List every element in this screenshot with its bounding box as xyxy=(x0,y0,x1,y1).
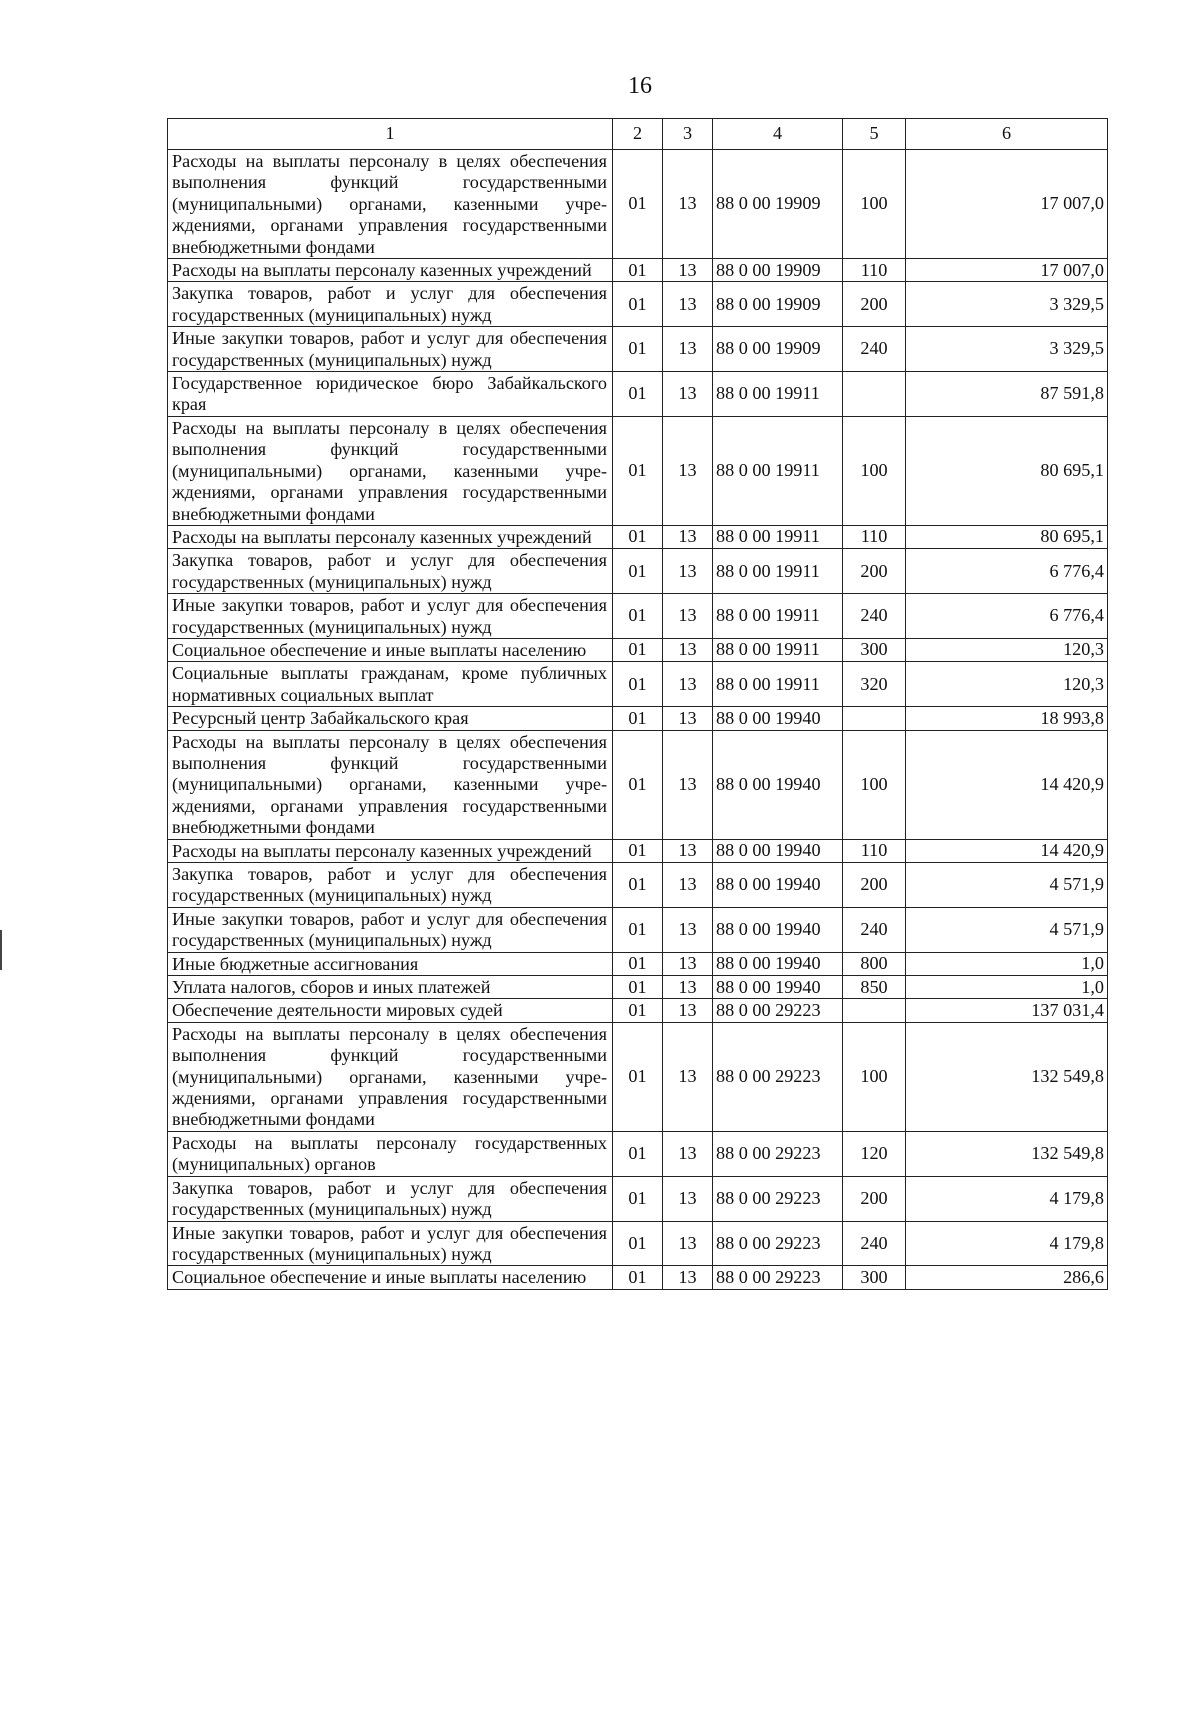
row-subsection: 13 xyxy=(663,549,713,594)
table-row xyxy=(168,525,1108,548)
row-expense-type: 110 xyxy=(843,259,906,282)
row-name: Закупка товаров, работ и услуг для обеспечения государственных (муниципальных) нужд xyxy=(168,282,613,327)
table-row xyxy=(168,594,1108,639)
row-subsection: 13 xyxy=(663,952,713,975)
row-subsection: 13 xyxy=(663,976,713,999)
row-target-article: 88 0 00 29223 xyxy=(713,999,843,1022)
row-amount: 17 007,0 xyxy=(906,259,1108,282)
row-expense-type: 110 xyxy=(843,839,906,862)
header-col-4: 4 xyxy=(713,119,843,150)
row-section: 01 xyxy=(613,707,663,730)
row-subsection: 13 xyxy=(663,1022,713,1131)
row-subsection: 13 xyxy=(663,999,713,1022)
row-name: Уплата налогов, сборов и иных платежей xyxy=(168,976,613,999)
header-col-3: 3 xyxy=(663,119,713,150)
row-name: Закупка товаров, работ и услуг для обеспечения государственных (муниципальных) нужд xyxy=(168,863,613,908)
table-row xyxy=(168,549,1108,594)
row-expense-type: 100 xyxy=(843,730,906,839)
row-target-article: 88 0 00 19909 xyxy=(713,259,843,282)
row-name: Иные закупки товаров, работ и услуг для обеспечения государственных (муниципальных) нужд xyxy=(168,907,613,952)
row-name: Иные бюджетные ассигнования xyxy=(168,952,613,975)
row-expense-type: 240 xyxy=(843,1221,906,1266)
row-amount: 4 571,9 xyxy=(906,907,1108,952)
table-body xyxy=(168,150,1108,1290)
row-amount: 132 549,8 xyxy=(906,1131,1108,1176)
row-section: 01 xyxy=(613,525,663,548)
table-row xyxy=(168,372,1108,417)
row-expense-type xyxy=(843,999,906,1022)
row-amount: 1,0 xyxy=(906,976,1108,999)
row-target-article: 88 0 00 19940 xyxy=(713,976,843,999)
row-amount: 80 695,1 xyxy=(906,525,1108,548)
header-col-1: 1 xyxy=(168,119,613,150)
header-col-5: 5 xyxy=(843,119,906,150)
row-amount: 87 591,8 xyxy=(906,372,1108,417)
row-name: Обеспечение деятельности мировых судей xyxy=(168,999,613,1022)
row-section: 01 xyxy=(613,1266,663,1289)
row-subsection: 13 xyxy=(663,863,713,908)
row-target-article: 88 0 00 19911 xyxy=(713,549,843,594)
row-expense-type: 110 xyxy=(843,525,906,548)
row-name: Иные закупки товаров, работ и услуг для обеспечения государственных (муниципальных) нужд xyxy=(168,1221,613,1266)
row-section: 01 xyxy=(613,662,663,707)
row-target-article: 88 0 00 29223 xyxy=(713,1221,843,1266)
row-subsection: 13 xyxy=(663,707,713,730)
row-amount: 18 993,8 xyxy=(906,707,1108,730)
row-expense-type: 200 xyxy=(843,549,906,594)
row-name: Социальное обеспечение и иные выплаты населению xyxy=(168,638,613,661)
row-section: 01 xyxy=(613,952,663,975)
table-row xyxy=(168,150,1108,259)
row-expense-type: 120 xyxy=(843,1131,906,1176)
row-name: Расходы на выплаты персоналу государственных (муниципальных) органов xyxy=(168,1131,613,1176)
row-subsection: 13 xyxy=(663,150,713,259)
row-section: 01 xyxy=(613,976,663,999)
row-amount: 4 179,8 xyxy=(906,1221,1108,1266)
row-section: 01 xyxy=(613,327,663,372)
row-section: 01 xyxy=(613,907,663,952)
row-expense-type: 100 xyxy=(843,150,906,259)
row-name: Иные закупки товаров, работ и услуг для обеспечения государственных (муниципальных) нужд xyxy=(168,327,613,372)
table-row xyxy=(168,839,1108,862)
row-name: Социальное обеспечение и иные выплаты населению xyxy=(168,1266,613,1289)
row-subsection: 13 xyxy=(663,372,713,417)
row-amount: 286,6 xyxy=(906,1266,1108,1289)
row-amount: 1,0 xyxy=(906,952,1108,975)
row-subsection: 13 xyxy=(663,594,713,639)
row-expense-type: 240 xyxy=(843,594,906,639)
row-amount: 6 776,4 xyxy=(906,594,1108,639)
row-section: 01 xyxy=(613,863,663,908)
row-name: Расходы на выплаты персоналу в целях обеспечения выполнения функций государственными (муниципальными) органами, казенными учреждениями, органами управления государственными внебюджетными фондами xyxy=(168,730,613,839)
header-row xyxy=(168,119,1108,150)
row-target-article: 88 0 00 19911 xyxy=(713,525,843,548)
row-subsection: 13 xyxy=(663,1131,713,1176)
row-section: 01 xyxy=(613,999,663,1022)
row-target-article: 88 0 00 29223 xyxy=(713,1266,843,1289)
row-expense-type: 240 xyxy=(843,327,906,372)
row-target-article: 88 0 00 19909 xyxy=(713,150,843,259)
row-subsection: 13 xyxy=(663,525,713,548)
row-section: 01 xyxy=(613,150,663,259)
row-target-article: 88 0 00 19940 xyxy=(713,863,843,908)
row-expense-type: 200 xyxy=(843,1176,906,1221)
row-name: Иные закупки товаров, работ и услуг для обеспечения государственных (муниципальных) нужд xyxy=(168,594,613,639)
row-amount: 137 031,4 xyxy=(906,999,1108,1022)
scan-edge-mark xyxy=(0,930,2,970)
row-expense-type xyxy=(843,372,906,417)
row-subsection: 13 xyxy=(663,730,713,839)
header-col-2: 2 xyxy=(613,119,663,150)
row-subsection: 13 xyxy=(663,662,713,707)
row-amount: 14 420,9 xyxy=(906,839,1108,862)
row-expense-type: 320 xyxy=(843,662,906,707)
row-expense-type: 300 xyxy=(843,1266,906,1289)
row-amount: 120,3 xyxy=(906,638,1108,661)
table-row xyxy=(168,638,1108,661)
row-name: Ресурсный центр Забайкальского края xyxy=(168,707,613,730)
row-section: 01 xyxy=(613,839,663,862)
row-name: Закупка товаров, работ и услуг для обеспечения государственных (муниципальных) нужд xyxy=(168,549,613,594)
row-section: 01 xyxy=(613,416,663,525)
row-expense-type: 200 xyxy=(843,863,906,908)
row-name: Расходы на выплаты персоналу казенных учреждений xyxy=(168,525,613,548)
table-row xyxy=(168,1022,1108,1131)
row-name: Расходы на выплаты персоналу в целях обеспечения выполнения функций государственными (муниципальными) органами, казенными учреждениями, органами управления государственными внебюджетными фондами xyxy=(168,1022,613,1131)
row-target-article: 88 0 00 19940 xyxy=(713,839,843,862)
row-target-article: 88 0 00 19940 xyxy=(713,907,843,952)
table-row xyxy=(168,259,1108,282)
row-amount: 3 329,5 xyxy=(906,327,1108,372)
table-row xyxy=(168,863,1108,908)
row-amount: 14 420,9 xyxy=(906,730,1108,839)
row-name: Расходы на выплаты персоналу в целях обеспечения выполнения функций государственными (муниципальными) органами, казенными учреждениями, органами управления государственными внебюджетными фондами xyxy=(168,416,613,525)
table-row xyxy=(168,1131,1108,1176)
table-row xyxy=(168,662,1108,707)
table-row xyxy=(168,282,1108,327)
row-target-article: 88 0 00 29223 xyxy=(713,1022,843,1131)
table-row xyxy=(168,327,1108,372)
row-amount: 132 549,8 xyxy=(906,1022,1108,1131)
row-target-article: 88 0 00 29223 xyxy=(713,1176,843,1221)
row-amount: 80 695,1 xyxy=(906,416,1108,525)
row-target-article: 88 0 00 19940 xyxy=(713,707,843,730)
table-row xyxy=(168,707,1108,730)
row-subsection: 13 xyxy=(663,1176,713,1221)
row-amount: 4 179,8 xyxy=(906,1176,1108,1221)
row-section: 01 xyxy=(613,1022,663,1131)
row-name: Закупка товаров, работ и услуг для обеспечения государственных (муниципальных) нужд xyxy=(168,1176,613,1221)
table-row xyxy=(168,1221,1108,1266)
row-section: 01 xyxy=(613,549,663,594)
row-amount: 4 571,9 xyxy=(906,863,1108,908)
table-row xyxy=(168,1266,1108,1289)
row-section: 01 xyxy=(613,1131,663,1176)
row-name: Расходы на выплаты персоналу казенных учреждений xyxy=(168,839,613,862)
row-section: 01 xyxy=(613,1176,663,1221)
page-number: 16 xyxy=(628,73,652,99)
row-section: 01 xyxy=(613,259,663,282)
row-subsection: 13 xyxy=(663,416,713,525)
row-section: 01 xyxy=(613,372,663,417)
row-subsection: 13 xyxy=(663,259,713,282)
row-amount: 120,3 xyxy=(906,662,1108,707)
row-target-article: 88 0 00 19911 xyxy=(713,662,843,707)
budget-table xyxy=(167,118,1108,1290)
row-subsection: 13 xyxy=(663,907,713,952)
row-subsection: 13 xyxy=(663,638,713,661)
table-row xyxy=(168,416,1108,525)
row-target-article: 88 0 00 19940 xyxy=(713,730,843,839)
table-row xyxy=(168,952,1108,975)
row-section: 01 xyxy=(613,282,663,327)
table-row xyxy=(168,976,1108,999)
row-name: Государственное юридическое бюро Забайкальского края xyxy=(168,372,613,417)
row-subsection: 13 xyxy=(663,327,713,372)
row-section: 01 xyxy=(613,730,663,839)
row-expense-type: 300 xyxy=(843,638,906,661)
row-expense-type: 100 xyxy=(843,1022,906,1131)
table-row xyxy=(168,907,1108,952)
row-expense-type: 100 xyxy=(843,416,906,525)
row-subsection: 13 xyxy=(663,1266,713,1289)
row-target-article: 88 0 00 19911 xyxy=(713,416,843,525)
row-section: 01 xyxy=(613,1221,663,1266)
row-amount: 6 776,4 xyxy=(906,549,1108,594)
row-expense-type: 850 xyxy=(843,976,906,999)
row-amount: 17 007,0 xyxy=(906,150,1108,259)
row-expense-type: 800 xyxy=(843,952,906,975)
row-name: Расходы на выплаты персоналу казенных учреждений xyxy=(168,259,613,282)
row-section: 01 xyxy=(613,638,663,661)
row-subsection: 13 xyxy=(663,1221,713,1266)
row-expense-type: 200 xyxy=(843,282,906,327)
row-amount: 3 329,5 xyxy=(906,282,1108,327)
row-target-article: 88 0 00 19911 xyxy=(713,638,843,661)
header-col-6: 6 xyxy=(906,119,1108,150)
table-row xyxy=(168,1176,1108,1221)
row-target-article: 88 0 00 19940 xyxy=(713,952,843,975)
row-subsection: 13 xyxy=(663,839,713,862)
row-target-article: 88 0 00 29223 xyxy=(713,1131,843,1176)
row-target-article: 88 0 00 19911 xyxy=(713,372,843,417)
row-expense-type xyxy=(843,707,906,730)
row-name: Расходы на выплаты персоналу в целях обеспечения выполнения функций государственными (муниципальными) органами, казенными учреждениями, органами управления государственными внебюджетными фондами xyxy=(168,150,613,259)
row-target-article: 88 0 00 19909 xyxy=(713,327,843,372)
row-section: 01 xyxy=(613,594,663,639)
row-target-article: 88 0 00 19911 xyxy=(713,594,843,639)
table-row xyxy=(168,999,1108,1022)
row-subsection: 13 xyxy=(663,282,713,327)
table-row xyxy=(168,730,1108,839)
row-expense-type: 240 xyxy=(843,907,906,952)
row-name: Социальные выплаты гражданам, кроме публичных нормативных социальных выплат xyxy=(168,662,613,707)
row-target-article: 88 0 00 19909 xyxy=(713,282,843,327)
